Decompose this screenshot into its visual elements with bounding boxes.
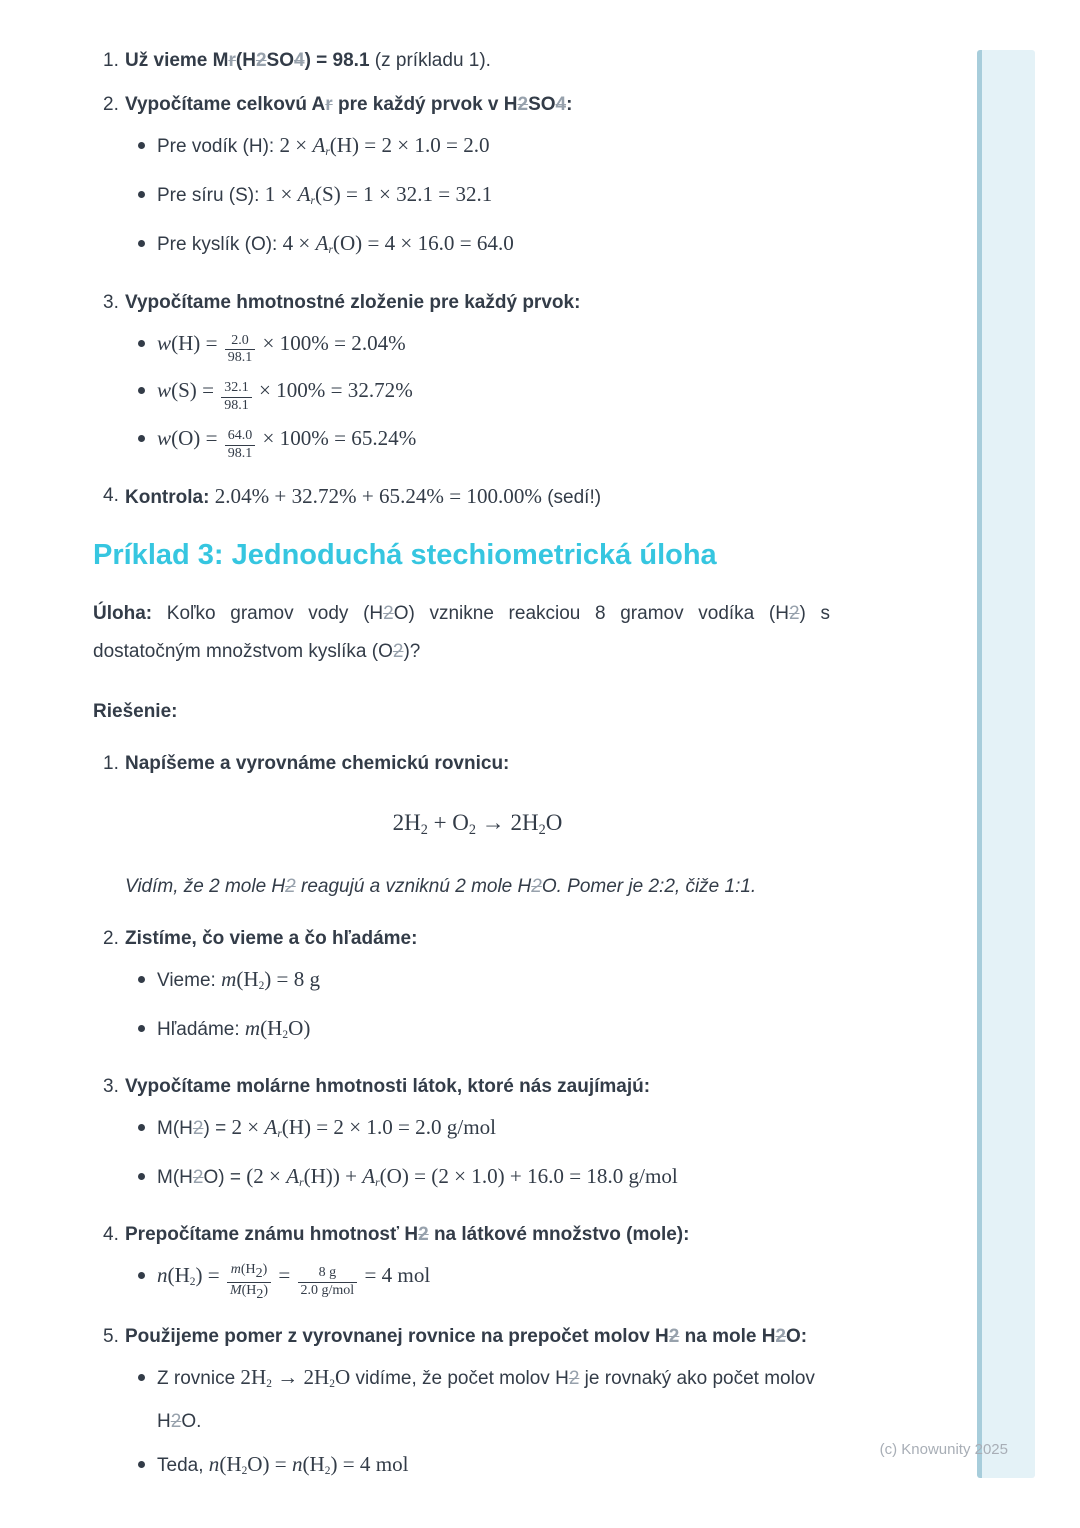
text-run: O. Pomer je 2:2, čiže 1:1. [541,875,757,897]
bullet-item [125,1009,830,1054]
fraction [225,333,256,368]
math-run: + O [427,809,469,835]
text-run: Použijeme pomer z vyrovnanej rovnice na prepočet molov H [125,1325,669,1347]
text-run: O: [786,1325,808,1347]
math-run: (H) = 2 × 1.0 = 2.0 [329,133,490,157]
step-item [93,477,830,517]
math-run: (O) = 4 × 16.0 = 64.0 [332,231,514,256]
math-run: 2 × [279,133,313,157]
math-run: O [545,809,563,835]
text-run: Už vieme M [125,50,229,71]
bullet-list [125,960,830,1054]
text-run: Teda, [157,1455,209,1477]
math-run: 98.1 [224,398,249,414]
math-run: r [299,1177,304,1190]
text-run: Z rovnice [157,1367,241,1389]
text-run: : [566,94,573,115]
text-run: 2 [192,1167,204,1189]
math-run: → 2H [476,809,539,835]
step-number: 2. [103,94,119,115]
text-run: 2 [392,640,404,662]
bullet-item [125,960,830,1005]
math-run: 98.1 [227,445,253,461]
step-content [125,284,830,471]
text-run: na látkové množstvo (mole): [428,1224,690,1246]
text-run: 2 [531,875,542,897]
math-run: 2 [538,821,546,838]
text-run: 2 [192,1117,204,1139]
math-run: m [244,1015,261,1040]
math-run: n [208,1452,220,1477]
text-run: r [325,94,333,115]
fraction-numerator [298,1265,358,1283]
step-number: 4. [103,484,119,506]
text-run: Napíšeme a vyrovnáme chemickú rovnicu: [125,752,510,774]
text-run: Pre vodík (H): [157,136,280,157]
math-run: (H [236,966,259,991]
bullet-list [125,1108,830,1202]
text-run: 4 [555,94,567,115]
step-label [125,1068,830,1106]
math-run: × 100% = 65.24% [257,425,417,450]
text-run: Riešenie: [93,700,178,722]
fraction [221,380,252,415]
step-content [125,1068,830,1210]
step-item [93,42,830,80]
math-run: r [310,195,315,208]
text-run: O) vznikne reakciou 8 gramov vodíka (H [393,602,789,624]
math-run: (H) = 2 × 1.0 = 2.0 g/mol [281,1114,496,1139]
math-run: 2 [282,1028,289,1041]
bullet-list [125,1358,830,1490]
fraction-numerator [227,1262,271,1284]
math-run: (H)) + [303,1164,363,1189]
step-number: 1. [103,752,119,774]
step-number: 5. [103,1325,119,1347]
fraction [298,1265,358,1300]
task-paragraph [93,595,830,671]
text-run: Úloha: [93,602,153,624]
chemical-equation [125,801,830,852]
text-run: O. [181,1411,202,1433]
text-run: M(H [157,1167,193,1189]
text-run: Prepočítame známu hmotnosť H [125,1224,419,1246]
math-run: n [291,1452,303,1477]
step-label [125,1216,830,1254]
text-run: Kontrola: [125,486,215,508]
fraction-numerator [225,428,256,446]
section-heading: Príklad 3: Jednoduchá stechiometrická úloha [93,538,717,571]
bullet-item [125,126,830,171]
math-run: 2 [420,821,428,838]
math-run: w [157,378,172,403]
math-run: 2 [266,1378,272,1391]
step-number: 1. [103,50,119,71]
math-run: w [157,425,172,450]
math-run: 8 g [318,1265,337,1281]
text-run: Vidím, že 2 mole H [125,875,286,897]
bullet-list [125,324,830,463]
bullet-item [125,175,830,220]
text-run: na mole H [679,1325,776,1347]
math-run: 98.1 [227,350,253,366]
text-run: Hľadáme: [157,1018,245,1040]
step-number: 3. [103,291,119,313]
step-content [125,477,830,517]
text-run: O) = [203,1167,247,1189]
bullet-item [125,224,830,269]
math-run: × 100% = 32.72% [253,378,413,403]
math-run: 2H [240,1364,267,1389]
fraction-denominator [225,350,256,367]
text-run: 2 [788,602,800,624]
bullet-item [125,1358,830,1441]
math-run: ) [262,1261,268,1277]
copyright-footer: (c) Knowunity 2025 [879,1441,1008,1458]
text-run: vidíme, že počet molov H [350,1367,569,1389]
math-run: 2 [258,979,265,992]
text-run: reagujú a vzniknú 2 mole H [295,875,532,897]
text-run: 2 [255,50,267,71]
fraction-denominator [298,1283,358,1300]
step-item [93,86,830,278]
math-run: O) = [247,1452,292,1477]
step-label [125,1318,830,1356]
bullet-item [125,1108,830,1153]
bullet-list [125,126,830,270]
math-run: (S) = 1 × 32.1 = 32.1 [314,182,493,207]
step-label [125,284,830,322]
math-run: 64.0 [227,428,253,444]
math-run: ) = 4 mol [330,1452,409,1477]
math-run: (H [219,1452,242,1477]
math-run: r [375,1177,380,1190]
math-run: r [277,1128,282,1141]
math-run: (O) = [171,425,223,450]
step-item [93,1318,830,1498]
math-run: (H [260,1015,283,1040]
step-label [125,477,830,517]
math-run: (H [241,1283,257,1299]
math-run: (2 × [246,1164,287,1189]
step-content [125,42,830,80]
text-run: 2 [668,1325,680,1347]
text-run: ) = [203,1117,232,1139]
math-run: 2 [329,1378,335,1391]
text-run: Vieme: [157,969,222,991]
math-run: ) = [195,1263,225,1288]
text-run: M(H [157,1117,193,1139]
math-run: 2.04% + 32.72% + 65.24% = 100.00% [214,483,542,508]
math-run: (O) = (2 × 1.0) + 16.0 = 18.0 g/mol [379,1164,678,1189]
step-content [125,1318,830,1498]
observation-note [125,868,830,906]
text-run: Vypočítame hmotnostné zloženie pre každý prvok: [125,291,581,313]
step-item [93,284,830,471]
math-run: (H [240,1261,256,1277]
text-run: 2 [383,602,394,624]
text-run: (sedí!) [541,486,602,508]
text-run: SO [266,50,294,71]
text-run: Pre kyslík (O): [157,234,283,256]
math-run: 2 [324,1465,331,1478]
fraction [225,428,256,463]
text-run: 4 [293,50,305,71]
text-run: Pre síru (S): [157,185,265,207]
text-run: Vypočítame molárne hmotnosti látok, ktoré nás zaujímajú: [125,1075,651,1097]
text-run: Zistíme, čo vieme a čo hľadáme: [125,927,418,949]
math-run: A [286,1164,300,1189]
text-run: (z príkladu 1). [369,50,491,71]
bullet-item [125,324,830,368]
bullet-item [125,371,830,415]
math-run: A [297,182,311,207]
right-margin-stripe [977,50,1035,1478]
math-run: 2 [468,821,477,838]
step-item [93,1216,830,1312]
step-content [125,1216,830,1312]
math-run: → 2H [271,1364,330,1389]
math-run: (H [302,1452,325,1477]
document-body [93,42,830,1504]
math-run: (H [167,1263,190,1288]
math-run: (S) = [171,378,220,403]
math-run: O [334,1364,351,1389]
text-run: pre každý prvok v H [332,94,518,115]
math-run: 2 × [231,1114,265,1139]
step-item [93,745,830,914]
math-run: 2 [256,1287,264,1303]
bullet-list [125,1256,830,1304]
math-run: × 100% = 2.04% [257,330,406,355]
step-item [93,1068,830,1210]
text-run: 2 [418,1224,429,1246]
step-number: 3. [103,1075,119,1097]
math-run: A [264,1114,278,1139]
step-label [125,42,830,80]
text-run: Vypočítame celkovú A [125,94,326,115]
math-run: A [362,1164,376,1189]
text-run: Koľko gramov vody (H [152,602,384,624]
bullet-item [125,1157,830,1202]
bullet-item [125,419,830,463]
math-run: m [230,1261,241,1277]
step-content [125,86,830,278]
step-label [125,745,830,783]
text-run: r [228,50,236,71]
text-run: ) = 98.1 [304,50,370,71]
math-run: 2 [241,1465,248,1478]
fraction-numerator [221,380,252,398]
text-run: SO [528,94,556,115]
text-run: 2 [285,875,296,897]
math-run: A [312,133,326,157]
math-run: = [273,1263,296,1288]
math-run: ) = 8 g [264,966,321,991]
fraction-denominator [227,1283,271,1304]
math-run: m [221,966,237,991]
text-run: (H [235,50,256,71]
math-run: 4 × [282,231,316,256]
math-run: 2 [189,1276,196,1289]
text-run: )? [403,640,421,662]
math-run: 32.1 [224,380,249,396]
text-run: 2 [170,1411,182,1433]
math-run: r [325,146,330,159]
step-item [93,920,830,1062]
text-run: ) s dostatočným množstvom kyslíka (O [93,602,830,662]
fraction-denominator [221,398,252,415]
bullet-item [125,1445,830,1490]
math-run: 1 × [264,182,298,207]
math-run: 2 [255,1265,263,1281]
bullet-item [125,1256,830,1304]
math-run: ) [263,1283,269,1299]
solution-label [93,693,830,731]
math-run: w [157,330,172,355]
step-number: 2. [103,927,119,949]
math-run: A [315,231,329,256]
text-run: 2 [517,94,529,115]
step-content [125,920,830,1062]
fraction-denominator [225,446,256,463]
step-label [125,86,830,124]
text-run: 2 [568,1367,580,1389]
math-run: 2H [392,809,421,835]
math-run: 2.0 g/mol [300,1283,355,1299]
text-run: 2 [775,1325,786,1347]
math-run: 2.0 [231,332,249,348]
fraction [227,1262,271,1304]
text-run: je rovnaký ako počet molov H [157,1367,815,1433]
math-run: = 4 mol [359,1263,431,1288]
step-label [125,920,830,958]
fraction-numerator [225,333,256,351]
math-run: n [157,1263,168,1288]
math-run: (H) = [171,330,223,355]
math-run: r [328,244,333,257]
step-number: 4. [103,1224,119,1246]
step-content [125,745,830,914]
math-run: O) [288,1015,311,1040]
math-run: M [229,1283,242,1299]
